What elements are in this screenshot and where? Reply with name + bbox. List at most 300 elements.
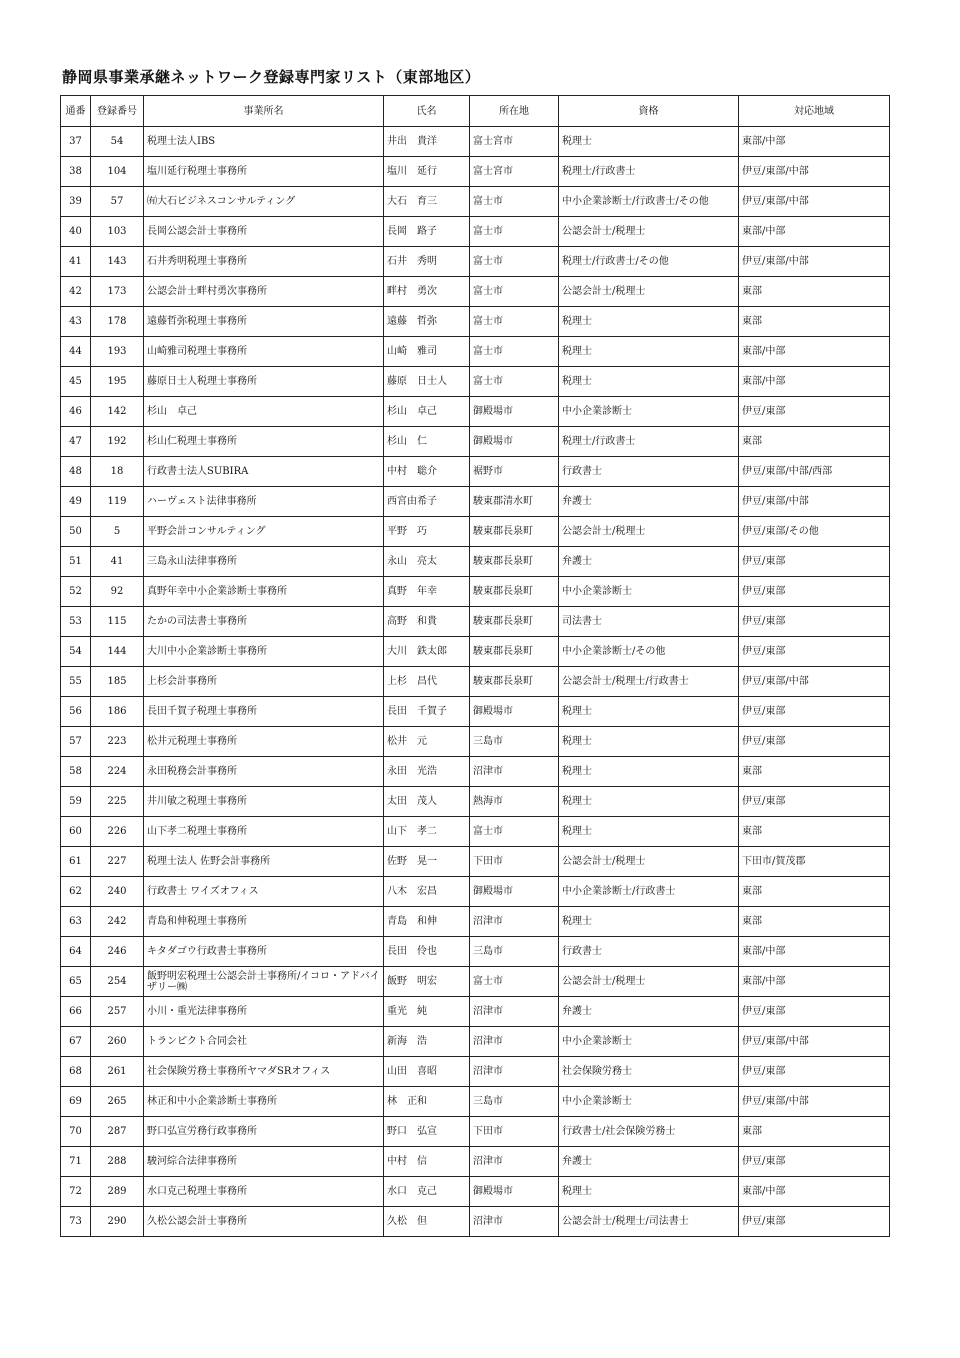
cell-registration-number: 240 <box>91 877 144 907</box>
cell-service-area: 東部 <box>739 817 890 847</box>
cell-office-name: 上杉会計事務所 <box>144 667 384 697</box>
cell-registration-number: 178 <box>91 307 144 337</box>
table-row <box>61 457 890 487</box>
cell-location: 三島市 <box>470 937 559 967</box>
cell-office-name: 社会保険労務士事務所ヤマダSRオフィス <box>144 1057 384 1087</box>
cell-person-name: 久松 但 <box>384 1207 470 1237</box>
cell-location: 沼津市 <box>470 907 559 937</box>
table-row <box>61 157 890 187</box>
cell-person-name: 中村 信 <box>384 1147 470 1177</box>
cell-no: 55 <box>61 667 91 697</box>
cell-qualification: 公認会計士/税理士/司法書士 <box>559 1207 739 1237</box>
cell-no: 71 <box>61 1147 91 1177</box>
cell-registration-number: 257 <box>91 997 144 1027</box>
cell-no: 42 <box>61 277 91 307</box>
cell-location: 下田市 <box>470 1117 559 1147</box>
cell-service-area: 伊豆/東部 <box>739 997 890 1027</box>
cell-person-name: 真野 年幸 <box>384 577 470 607</box>
cell-office-name: 青島和伸税理士事務所 <box>144 907 384 937</box>
cell-service-area: 東部 <box>739 907 890 937</box>
table-row <box>61 1117 890 1147</box>
cell-qualification: 税理士/行政書士 <box>559 427 739 457</box>
cell-qualification: 公認会計士/税理士 <box>559 217 739 247</box>
cell-qualification: 公認会計士/税理士 <box>559 277 739 307</box>
cell-service-area: 伊豆/東部 <box>739 787 890 817</box>
table-row <box>61 637 890 667</box>
cell-person-name: 永田 光浩 <box>384 757 470 787</box>
cell-qualification: 税理士 <box>559 1177 739 1207</box>
cell-person-name: 重光 純 <box>384 997 470 1027</box>
cell-service-area: 下田市/賀茂郡 <box>739 847 890 877</box>
cell-qualification: 弁護士 <box>559 1147 739 1177</box>
cell-no: 64 <box>61 937 91 967</box>
cell-no: 40 <box>61 217 91 247</box>
cell-office-name: 水口克己税理士事務所 <box>144 1177 384 1207</box>
table-row <box>61 427 890 457</box>
cell-location: 富士宮市 <box>470 127 559 157</box>
cell-no: 65 <box>61 967 91 997</box>
cell-qualification: 中小企業診断士/行政書士/その他 <box>559 187 739 217</box>
cell-qualification: 中小企業診断士 <box>559 1027 739 1057</box>
cell-office-name: 飯野明宏税理士公認会計士事務所/イコロ・アドバイザリー㈱ <box>144 967 384 997</box>
cell-person-name: 上杉 昌代 <box>384 667 470 697</box>
cell-service-area: 東部/中部 <box>739 967 890 997</box>
cell-location: 駿東郡長泉町 <box>470 577 559 607</box>
cell-person-name: 新海 浩 <box>384 1027 470 1057</box>
cell-no: 67 <box>61 1027 91 1057</box>
cell-qualification: 中小企業診断士/その他 <box>559 637 739 667</box>
cell-registration-number: 18 <box>91 457 144 487</box>
cell-registration-number: 261 <box>91 1057 144 1087</box>
cell-service-area: 伊豆/東部 <box>739 397 890 427</box>
cell-service-area: 東部/中部 <box>739 1177 890 1207</box>
cell-registration-number: 185 <box>91 667 144 697</box>
cell-registration-number: 260 <box>91 1027 144 1057</box>
page-title: 静岡県事業承継ネットワーク登録専門家リスト（東部地区） <box>62 68 481 86</box>
cell-office-name: 山崎雅司税理士事務所 <box>144 337 384 367</box>
cell-qualification: 税理士 <box>559 757 739 787</box>
cell-no: 60 <box>61 817 91 847</box>
cell-no: 45 <box>61 367 91 397</box>
table-row <box>61 757 890 787</box>
cell-registration-number: 225 <box>91 787 144 817</box>
cell-service-area: 東部 <box>739 307 890 337</box>
cell-no: 54 <box>61 637 91 667</box>
table-row <box>61 607 890 637</box>
cell-office-name: 野口弘宣労務行政事務所 <box>144 1117 384 1147</box>
cell-qualification: 税理士 <box>559 787 739 817</box>
cell-office-name: ハーヴェスト法律事務所 <box>144 487 384 517</box>
cell-no: 66 <box>61 997 91 1027</box>
cell-no: 50 <box>61 517 91 547</box>
cell-office-name: 税理士法人 佐野会計事務所 <box>144 847 384 877</box>
cell-qualification: 行政書士 <box>559 937 739 967</box>
cell-service-area: 東部/中部 <box>739 127 890 157</box>
cell-registration-number: 224 <box>91 757 144 787</box>
table-row <box>61 907 890 937</box>
cell-service-area: 東部 <box>739 877 890 907</box>
cell-registration-number: 142 <box>91 397 144 427</box>
header-service-area: 対応地域 <box>739 96 890 127</box>
cell-no: 57 <box>61 727 91 757</box>
header-row <box>61 96 890 127</box>
cell-qualification: 弁護士 <box>559 997 739 1027</box>
cell-person-name: 山田 喜昭 <box>384 1057 470 1087</box>
table-row <box>61 817 890 847</box>
table-row <box>61 397 890 427</box>
header-office-name: 事業所名 <box>144 96 384 127</box>
cell-person-name: 大石 育三 <box>384 187 470 217</box>
cell-no: 48 <box>61 457 91 487</box>
cell-location: 富士市 <box>470 217 559 247</box>
cell-office-name: 山下孝二税理士事務所 <box>144 817 384 847</box>
table-row <box>61 577 890 607</box>
cell-person-name: 藤原 日士人 <box>384 367 470 397</box>
cell-location: 沼津市 <box>470 1057 559 1087</box>
table-row <box>61 937 890 967</box>
cell-qualification: 税理士 <box>559 907 739 937</box>
cell-person-name: 石井 秀明 <box>384 247 470 277</box>
table-row <box>61 877 890 907</box>
cell-no: 62 <box>61 877 91 907</box>
cell-service-area: 伊豆/東部 <box>739 577 890 607</box>
cell-qualification: 公認会計士/税理士 <box>559 517 739 547</box>
cell-office-name: ㈲大石ビジネスコンサルティング <box>144 187 384 217</box>
cell-registration-number: 290 <box>91 1207 144 1237</box>
table-row <box>61 847 890 877</box>
cell-person-name: 水口 克己 <box>384 1177 470 1207</box>
cell-qualification: 行政書士 <box>559 457 739 487</box>
cell-no: 38 <box>61 157 91 187</box>
cell-office-name: 永田税務会計事務所 <box>144 757 384 787</box>
cell-location: 富士市 <box>470 247 559 277</box>
cell-service-area: 東部 <box>739 427 890 457</box>
cell-person-name: 野口 弘宣 <box>384 1117 470 1147</box>
table-row <box>61 487 890 517</box>
header-no: 通番 <box>61 96 91 127</box>
cell-qualification: 税理士 <box>559 127 739 157</box>
cell-service-area: 伊豆/東部/その他 <box>739 517 890 547</box>
cell-office-name: 久松公認会計士事務所 <box>144 1207 384 1237</box>
cell-office-name: 行政書士法人SUBIRA <box>144 457 384 487</box>
cell-registration-number: 143 <box>91 247 144 277</box>
cell-person-name: 山下 孝二 <box>384 817 470 847</box>
table-row <box>61 247 890 277</box>
cell-person-name: 八木 宏昌 <box>384 877 470 907</box>
cell-registration-number: 144 <box>91 637 144 667</box>
cell-office-name: 長岡公認会計士事務所 <box>144 217 384 247</box>
cell-office-name: 遠藤哲弥税理士事務所 <box>144 307 384 337</box>
cell-registration-number: 41 <box>91 547 144 577</box>
cell-location: 沼津市 <box>470 1207 559 1237</box>
cell-person-name: 遠藤 哲弥 <box>384 307 470 337</box>
cell-office-name: 駿河綜合法律事務所 <box>144 1147 384 1177</box>
cell-service-area: 伊豆/東部 <box>739 607 890 637</box>
header-location: 所在地 <box>470 96 559 127</box>
table-row <box>61 307 890 337</box>
cell-service-area: 東部/中部 <box>739 337 890 367</box>
cell-qualification: 税理士/行政書士 <box>559 157 739 187</box>
cell-location: 御殿場市 <box>470 397 559 427</box>
table-row <box>61 337 890 367</box>
cell-registration-number: 223 <box>91 727 144 757</box>
header-qualification: 資格 <box>559 96 739 127</box>
table-row <box>61 1027 890 1057</box>
cell-office-name: 松井元税理士事務所 <box>144 727 384 757</box>
cell-qualification: 弁護士 <box>559 487 739 517</box>
cell-no: 56 <box>61 697 91 727</box>
cell-qualification: 行政書士/社会保険労務士 <box>559 1117 739 1147</box>
cell-person-name: 中村 聡介 <box>384 457 470 487</box>
table-row <box>61 967 890 997</box>
cell-office-name: 三島永山法律事務所 <box>144 547 384 577</box>
table-row <box>61 517 890 547</box>
table-row <box>61 727 890 757</box>
table-row <box>61 787 890 817</box>
cell-person-name: 高野 和貴 <box>384 607 470 637</box>
cell-no: 47 <box>61 427 91 457</box>
cell-registration-number: 254 <box>91 967 144 997</box>
cell-registration-number: 115 <box>91 607 144 637</box>
cell-no: 43 <box>61 307 91 337</box>
cell-service-area: 伊豆/東部 <box>739 1057 890 1087</box>
cell-qualification: 社会保険労務士 <box>559 1057 739 1087</box>
cell-qualification: 税理士 <box>559 727 739 757</box>
cell-no: 70 <box>61 1117 91 1147</box>
cell-no: 59 <box>61 787 91 817</box>
header-person-name: 氏名 <box>384 96 470 127</box>
cell-office-name: 行政書士 ワイズオフィス <box>144 877 384 907</box>
table-row <box>61 1207 890 1237</box>
cell-office-name: 林正和中小企業診断士事務所 <box>144 1087 384 1117</box>
cell-location: 三島市 <box>470 1087 559 1117</box>
cell-person-name: 長田 千賀子 <box>384 697 470 727</box>
cell-person-name: 山崎 雅司 <box>384 337 470 367</box>
cell-qualification: 税理士 <box>559 337 739 367</box>
cell-registration-number: 193 <box>91 337 144 367</box>
cell-qualification: 公認会計士/税理士 <box>559 847 739 877</box>
cell-registration-number: 226 <box>91 817 144 847</box>
cell-person-name: 井出 貴洋 <box>384 127 470 157</box>
table-row <box>61 1147 890 1177</box>
cell-location: 裾野市 <box>470 457 559 487</box>
cell-qualification: 税理士 <box>559 697 739 727</box>
cell-location: 富士市 <box>470 967 559 997</box>
cell-service-area: 伊豆/東部/中部 <box>739 247 890 277</box>
cell-registration-number: 54 <box>91 127 144 157</box>
cell-service-area: 伊豆/東部 <box>739 1147 890 1177</box>
cell-office-name: キタダゴウ行政書士事務所 <box>144 937 384 967</box>
cell-service-area: 東部 <box>739 1117 890 1147</box>
cell-location: 沼津市 <box>470 1027 559 1057</box>
cell-location: 駿東郡長泉町 <box>470 547 559 577</box>
cell-location: 熱海市 <box>470 787 559 817</box>
cell-service-area: 伊豆/東部/中部 <box>739 487 890 517</box>
cell-office-name: 杉山仁税理士事務所 <box>144 427 384 457</box>
table-row <box>61 127 890 157</box>
cell-registration-number: 242 <box>91 907 144 937</box>
cell-no: 58 <box>61 757 91 787</box>
cell-person-name: 松井 元 <box>384 727 470 757</box>
cell-service-area: 伊豆/東部/中部 <box>739 1087 890 1117</box>
cell-no: 68 <box>61 1057 91 1087</box>
cell-registration-number: 5 <box>91 517 144 547</box>
cell-location: 駿東郡長泉町 <box>470 637 559 667</box>
cell-person-name: 長田 伶也 <box>384 937 470 967</box>
cell-registration-number: 265 <box>91 1087 144 1117</box>
cell-person-name: 青島 和伸 <box>384 907 470 937</box>
expert-list-table <box>60 95 890 1237</box>
table-body <box>61 127 890 1237</box>
cell-qualification: 税理士 <box>559 307 739 337</box>
cell-person-name: 佐野 晃一 <box>384 847 470 877</box>
cell-registration-number: 104 <box>91 157 144 187</box>
cell-location: 沼津市 <box>470 1147 559 1177</box>
cell-service-area: 伊豆/東部 <box>739 637 890 667</box>
table-row <box>61 997 890 1027</box>
cell-office-name: 真野年幸中小企業診断士事務所 <box>144 577 384 607</box>
cell-qualification: 税理士 <box>559 817 739 847</box>
cell-no: 51 <box>61 547 91 577</box>
table-row <box>61 547 890 577</box>
cell-service-area: 東部/中部 <box>739 367 890 397</box>
cell-service-area: 東部 <box>739 277 890 307</box>
table-row <box>61 1087 890 1117</box>
cell-qualification: 司法書士 <box>559 607 739 637</box>
cell-no: 63 <box>61 907 91 937</box>
cell-registration-number: 119 <box>91 487 144 517</box>
cell-location: 沼津市 <box>470 757 559 787</box>
cell-person-name: 平野 巧 <box>384 517 470 547</box>
cell-registration-number: 92 <box>91 577 144 607</box>
cell-service-area: 伊豆/東部 <box>739 697 890 727</box>
cell-office-name: 大川中小企業診断士事務所 <box>144 637 384 667</box>
table-row <box>61 1057 890 1087</box>
cell-location: 富士市 <box>470 367 559 397</box>
cell-location: 駿東郡長泉町 <box>470 607 559 637</box>
cell-person-name: 飯野 明宏 <box>384 967 470 997</box>
cell-registration-number: 287 <box>91 1117 144 1147</box>
cell-location: 沼津市 <box>470 997 559 1027</box>
cell-no: 61 <box>61 847 91 877</box>
cell-qualification: 公認会計士/税理士 <box>559 967 739 997</box>
cell-person-name: 長岡 路子 <box>384 217 470 247</box>
table-row <box>61 367 890 397</box>
cell-person-name: 大川 鉄太郎 <box>384 637 470 667</box>
cell-person-name: 塩川 延行 <box>384 157 470 187</box>
cell-registration-number: 192 <box>91 427 144 457</box>
cell-service-area: 伊豆/東部/中部 <box>739 1027 890 1057</box>
cell-no: 46 <box>61 397 91 427</box>
cell-registration-number: 288 <box>91 1147 144 1177</box>
cell-registration-number: 227 <box>91 847 144 877</box>
cell-no: 37 <box>61 127 91 157</box>
cell-office-name: 塩川延行税理士事務所 <box>144 157 384 187</box>
cell-service-area: 東部 <box>739 757 890 787</box>
cell-no: 52 <box>61 577 91 607</box>
cell-qualification: 公認会計士/税理士/行政書士 <box>559 667 739 697</box>
cell-qualification: 弁護士 <box>559 547 739 577</box>
header-registration-number: 登録番号 <box>91 96 144 127</box>
cell-person-name: 林 正和 <box>384 1087 470 1117</box>
cell-registration-number: 246 <box>91 937 144 967</box>
cell-qualification: 中小企業診断士 <box>559 577 739 607</box>
cell-no: 39 <box>61 187 91 217</box>
cell-location: 下田市 <box>470 847 559 877</box>
table-row <box>61 667 890 697</box>
cell-location: 御殿場市 <box>470 1177 559 1207</box>
cell-service-area: 伊豆/東部/中部 <box>739 187 890 217</box>
cell-location: 駿東郡清水町 <box>470 487 559 517</box>
cell-qualification: 中小企業診断士 <box>559 1087 739 1117</box>
cell-person-name: 畔村 勇次 <box>384 277 470 307</box>
cell-no: 72 <box>61 1177 91 1207</box>
cell-office-name: 公認会計士畔村勇次事務所 <box>144 277 384 307</box>
cell-service-area: 伊豆/東部/中部/西部 <box>739 457 890 487</box>
cell-registration-number: 186 <box>91 697 144 727</box>
cell-office-name: 小川・重光法律事務所 <box>144 997 384 1027</box>
cell-service-area: 伊豆/東部/中部 <box>739 157 890 187</box>
cell-person-name: 杉山 卓己 <box>384 397 470 427</box>
cell-no: 53 <box>61 607 91 637</box>
cell-location: 富士市 <box>470 307 559 337</box>
cell-office-name: トランピクト合同会社 <box>144 1027 384 1057</box>
cell-service-area: 伊豆/東部 <box>739 727 890 757</box>
cell-office-name: 井川敏之税理士事務所 <box>144 787 384 817</box>
cell-registration-number: 195 <box>91 367 144 397</box>
cell-location: 富士市 <box>470 187 559 217</box>
cell-location: 富士市 <box>470 277 559 307</box>
cell-person-name: 太田 茂人 <box>384 787 470 817</box>
cell-no: 41 <box>61 247 91 277</box>
cell-qualification: 中小企業診断士 <box>559 397 739 427</box>
cell-office-name: 石井秀明税理士事務所 <box>144 247 384 277</box>
table-row <box>61 1177 890 1207</box>
cell-office-name: 平野会計コンサルティング <box>144 517 384 547</box>
cell-registration-number: 103 <box>91 217 144 247</box>
cell-office-name: 長田千賀子税理士事務所 <box>144 697 384 727</box>
cell-qualification: 税理士/行政書士/その他 <box>559 247 739 277</box>
cell-office-name: たかの司法書士事務所 <box>144 607 384 637</box>
cell-office-name: 税理士法人IBS <box>144 127 384 157</box>
cell-no: 44 <box>61 337 91 367</box>
cell-registration-number: 173 <box>91 277 144 307</box>
cell-service-area: 東部/中部 <box>739 937 890 967</box>
table-row <box>61 217 890 247</box>
cell-location: 御殿場市 <box>470 697 559 727</box>
cell-person-name: 杉山 仁 <box>384 427 470 457</box>
cell-no: 49 <box>61 487 91 517</box>
cell-qualification: 中小企業診断士/行政書士 <box>559 877 739 907</box>
cell-office-name: 藤原日士人税理士事務所 <box>144 367 384 397</box>
cell-service-area: 伊豆/東部 <box>739 547 890 577</box>
cell-location: 三島市 <box>470 727 559 757</box>
cell-registration-number: 289 <box>91 1177 144 1207</box>
cell-service-area: 東部/中部 <box>739 217 890 247</box>
cell-registration-number: 57 <box>91 187 144 217</box>
cell-person-name: 西宮由希子 <box>384 487 470 517</box>
cell-service-area: 伊豆/東部/中部 <box>739 667 890 697</box>
cell-location: 駿東郡長泉町 <box>470 667 559 697</box>
cell-location: 御殿場市 <box>470 427 559 457</box>
cell-location: 富士市 <box>470 337 559 367</box>
table-row <box>61 697 890 727</box>
cell-location: 富士市 <box>470 817 559 847</box>
cell-no: 73 <box>61 1207 91 1237</box>
cell-location: 駿東郡長泉町 <box>470 517 559 547</box>
cell-no: 69 <box>61 1087 91 1117</box>
cell-service-area: 伊豆/東部 <box>739 1207 890 1237</box>
